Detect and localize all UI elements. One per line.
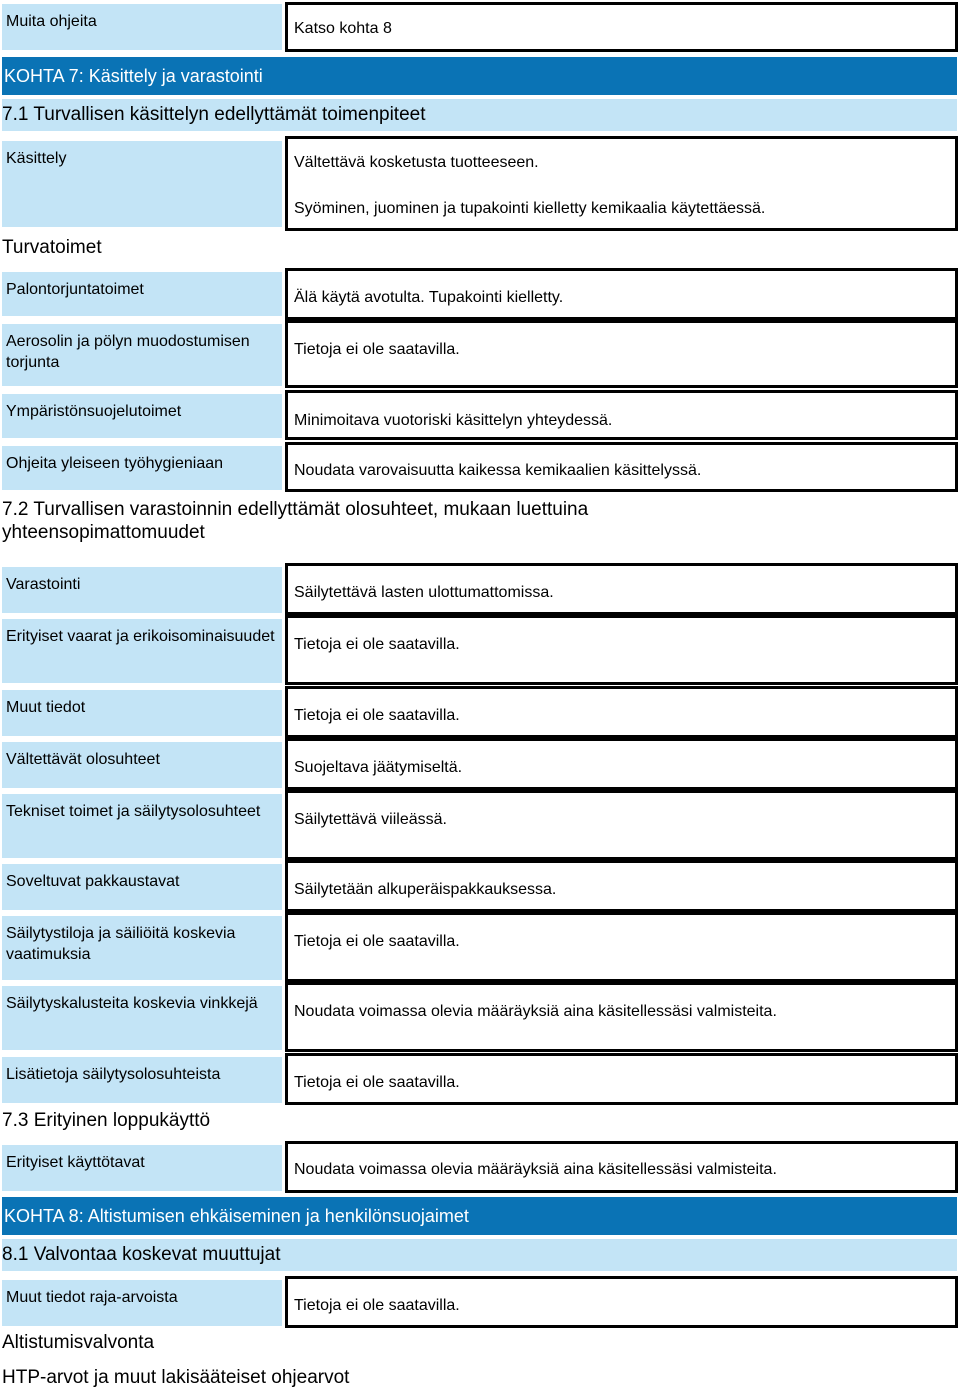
subsection-8-1-title: 8.1 Valvontaa koskevat muuttujat xyxy=(2,1239,957,1271)
value-muita-ohjeita: Katso kohta 8 xyxy=(285,2,958,52)
label-erityiset-kayttotavat: Erityiset käyttötavat xyxy=(2,1145,282,1191)
value-erityiset-kayttotavat: Noudata voimassa olevia määräyksiä aina käsitellessäsi valmisteita. xyxy=(285,1141,958,1193)
value-pakkaustavat: Säilytetään alkuperäispakkauksessa. xyxy=(285,860,958,912)
label-tyohygienia: Ohjeita yleiseen työhygieniaan xyxy=(2,446,282,490)
value-sailytystilat: Tietoja ei ole saatavilla. xyxy=(285,912,958,982)
label-ymparistonsuojelutoimet: Ympäristönsuojelutoimet xyxy=(2,394,282,438)
subsection-7-3-title: 7.3 Erityinen loppukäyttö xyxy=(2,1110,211,1131)
label-lisatietoja-sailytys: Lisätietoja säilytysolosuhteista xyxy=(2,1057,282,1103)
section-8-title: KOHTA 8: Altistumisen ehkäiseminen ja henkilönsuojaimet xyxy=(2,1197,957,1235)
label-valtettavat-olosuhteet: Vältettävät olosuhteet xyxy=(2,742,282,788)
value-palontorjuntatoimet: Älä käytä avotulta. Tupakointi kielletty. xyxy=(285,268,958,320)
label-pakkaustavat: Soveltuvat pakkaustavat xyxy=(2,864,282,910)
label-tekniset-toimet: Tekniset toimet ja säilytysolosuhteet xyxy=(2,794,282,858)
value-muut-tiedot-raja-arvot: Tietoja ei ole saatavilla. xyxy=(285,1276,958,1328)
value-muut-tiedot: Tietoja ei ole saatavilla. xyxy=(285,686,958,738)
value-aerosolin-torjunta: Tietoja ei ole saatavilla. xyxy=(285,320,958,388)
label-kasittely: Käsittely xyxy=(2,141,282,227)
label-sailytyskalusteet: Säilytyskalusteita koskevia vinkkejä xyxy=(2,986,282,1050)
label-muut-tiedot-raja-arvot: Muut tiedot raja-arvoista xyxy=(2,1280,282,1326)
value-tyohygienia: Noudata varovaisuutta kaikessa kemikaalien käsittelyssä. xyxy=(285,442,958,492)
kasittely-line-1: Vältettävä kosketusta tuotteeseen. xyxy=(294,154,539,171)
label-varastointi: Varastointi xyxy=(2,567,282,613)
value-varastointi: Säilytettävä lasten ulottumattomissa. xyxy=(285,563,958,615)
value-ymparistonsuojelutoimet: Minimoitava vuotoriski käsittelyn yhteydessä. xyxy=(285,390,958,440)
kasittely-line-2: Syöminen, juominen ja tupakointi kielletty kemikaalia käytettäessä. xyxy=(294,200,766,217)
value-lisatietoja-sailytys: Tietoja ei ole saatavilla. xyxy=(285,1053,958,1105)
value-tekniset-toimet: Säilytettävä viileässä. xyxy=(285,790,958,860)
subsection-7-1-title: 7.1 Turvallisen käsittelyn edellyttämät toimenpiteet xyxy=(2,99,957,131)
label-erityiset-vaarat: Erityiset vaarat ja erikoisominaisuudet xyxy=(2,619,282,683)
section-7-title: KOHTA 7: Käsittely ja varastointi xyxy=(2,57,957,95)
turvatoimet-heading: Turvatoimet xyxy=(2,237,102,258)
label-muita-ohjeita: Muita ohjeita xyxy=(2,4,282,50)
label-aerosolin-torjunta: Aerosolin ja pölyn muodostumisen torjunta xyxy=(2,324,282,386)
label-muut-tiedot: Muut tiedot xyxy=(2,690,282,736)
value-sailytyskalusteet: Noudata voimassa olevia määräyksiä aina käsitellessäsi valmisteita. xyxy=(285,982,958,1052)
htp-heading: HTP-arvot ja muut lakisääteiset ohjearvot xyxy=(2,1367,350,1388)
label-palontorjuntatoimet: Palontorjuntatoimet xyxy=(2,272,282,316)
subsection-7-2-title: 7.2 Turvallisen varastoinnin edellyttämät olosuhteet, mukaan luettuina yhteensopimattomuudet xyxy=(2,499,589,543)
altistumisvalvonta-heading: Altistumisvalvonta xyxy=(2,1332,155,1353)
value-erityiset-vaarat: Tietoja ei ole saatavilla. xyxy=(285,615,958,685)
label-sailytystilat: Säilytystiloja ja säiliöitä koskevia vaatimuksia xyxy=(2,916,282,980)
value-kasittely xyxy=(285,136,958,231)
value-valtettavat-olosuhteet: Suojeltava jäätymiseltä. xyxy=(285,738,958,790)
